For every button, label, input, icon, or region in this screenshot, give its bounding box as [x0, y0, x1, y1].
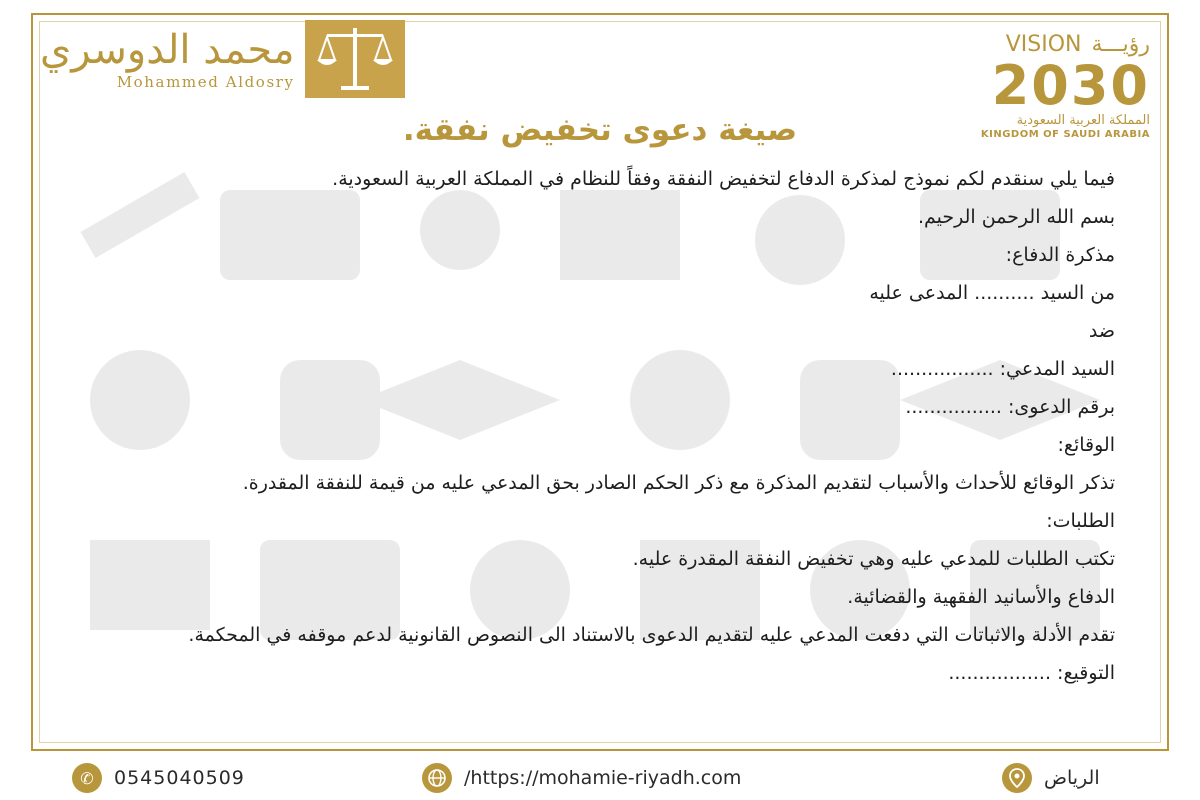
- body-line: فيما يلي سنقدم لكم نموذج لمذكرة الدفاع لتخفيض النفقة وفقاً للنظام في المملكة العربية السعودية.: [332, 168, 1115, 190]
- body-line: التوقيع: .................: [948, 662, 1115, 684]
- vision-year: 2030: [991, 54, 1150, 117]
- brand-name-en: Mohammed Aldosry: [116, 73, 295, 91]
- brand-text: [40, 27, 295, 91]
- body-line: تكتب الطلبات للمدعي عليه وهي تخفيض النفقة المقدرة عليه.: [632, 548, 1115, 570]
- kingdom-name-ar: المملكة العربية السعودية: [1016, 113, 1150, 128]
- body-line: تقدم الأدلة والاثباتات التي دفعت المدعي عليه لتقديم الدعوى بالاستناد الى النصوص القانونية لدعم موقفه في المحكمة.: [188, 624, 1115, 646]
- vision-label-ar: رؤيـــة: [1091, 32, 1150, 57]
- body-line: مذكرة الدفاع:: [1005, 244, 1115, 266]
- body-line: الطلبات:: [1046, 510, 1115, 532]
- vision-label-en: VISION: [1005, 32, 1082, 57]
- phone-number: 0545040509: [114, 767, 245, 789]
- body-line: الدفاع والأسانيد الفقهية والقضائية.: [847, 586, 1115, 608]
- body-line: السيد المدعي: .................: [890, 358, 1115, 380]
- body-line: الوقائع:: [1057, 434, 1115, 456]
- footer-location[interactable]: [1002, 763, 1100, 793]
- body-line: تذكر الوقائع للأحداث والأسباب لتقديم المذكرة مع ذكر الحكم الصادر بحق المدعي عليه من قيمة للنفقة المقدرة.: [242, 472, 1115, 494]
- footer-website[interactable]: [422, 763, 741, 793]
- globe-icon: [422, 763, 452, 793]
- brand-logo: [40, 20, 405, 98]
- location-pin-icon: [1002, 763, 1032, 793]
- footer: [0, 755, 1200, 800]
- scales-of-justice-icon: [305, 20, 405, 98]
- footer-phone[interactable]: [72, 763, 245, 793]
- city-name: الرياض: [1044, 767, 1100, 789]
- body-line: برقم الدعوى: ................: [905, 396, 1115, 418]
- website-url-display: https://mohamie-riyadh.com/: [464, 767, 742, 789]
- document-title: صيغة دعوى تخفيض نفقة.: [402, 112, 798, 148]
- brand-name-ar: محمد الدوسري: [40, 27, 295, 73]
- body-line: بسم الله الرحمن الرحيم.: [917, 206, 1115, 228]
- body-line: ضد: [1088, 320, 1115, 342]
- whatsapp-icon: ✆: [72, 763, 102, 793]
- document-body: [90, 160, 1115, 692]
- kingdom-name-en: KINGDOM OF SAUDI ARABIA: [980, 129, 1150, 140]
- body-line: من السيد .......... المدعى عليه: [869, 282, 1115, 304]
